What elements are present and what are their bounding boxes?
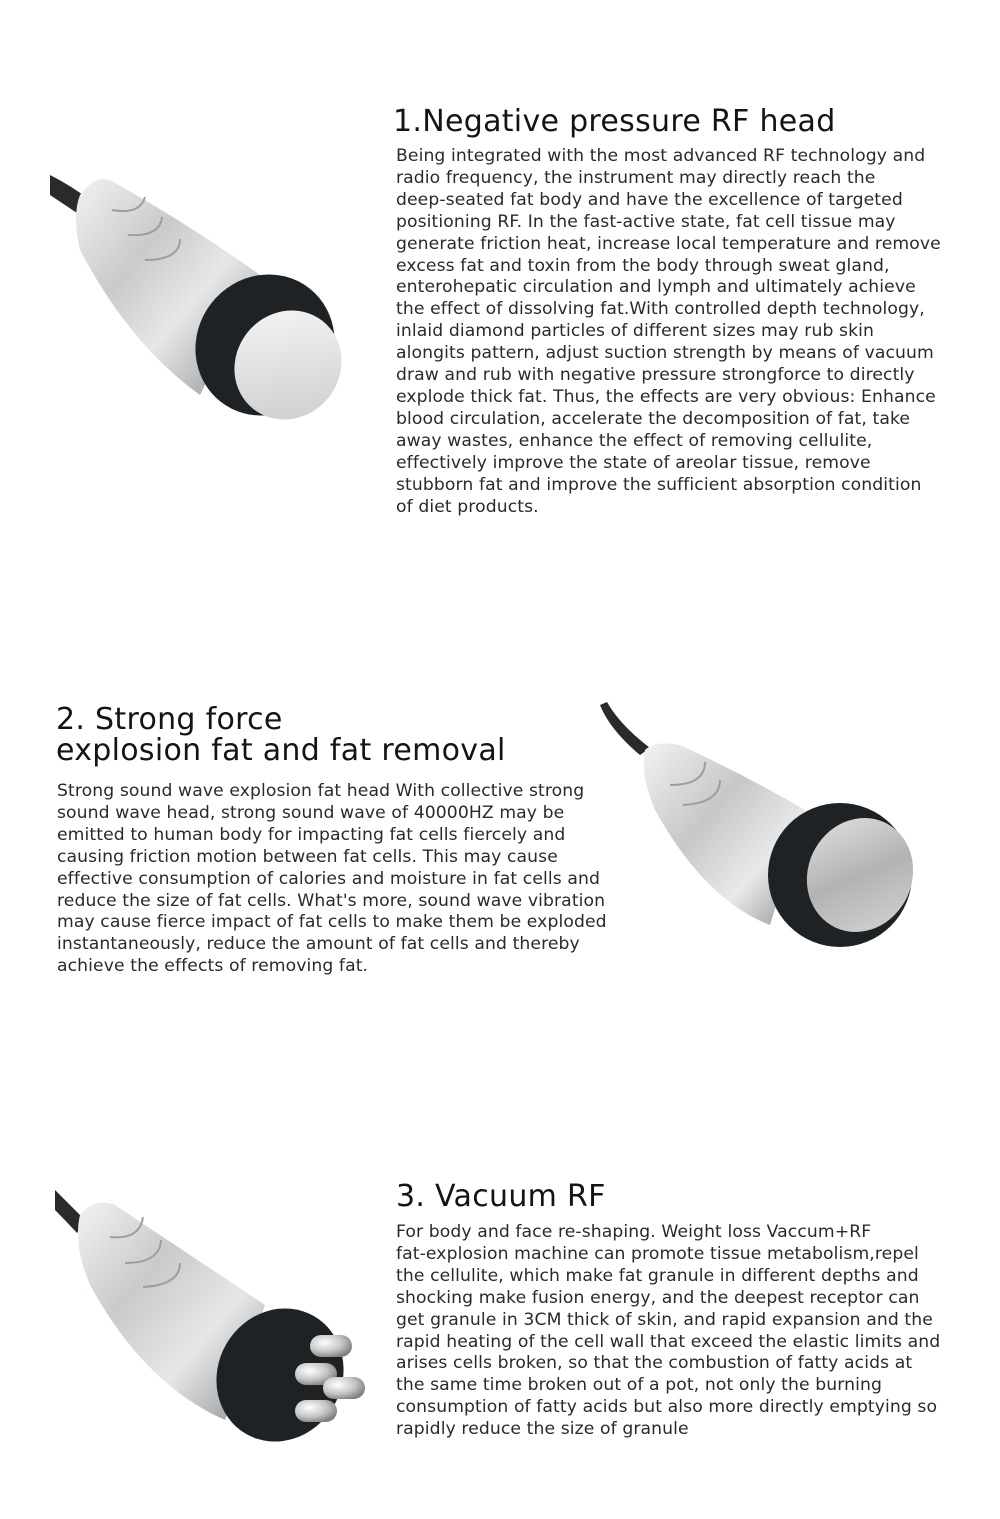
- section-vacuum-rf: [0, 1080, 1000, 1519]
- section-3-body: For body and face re-shaping. Weight loss Vaccum+RF fat-explosion machine can promote tissue metabolism,repel the cellulite, which make fat granule in different depths and shocking make fusion energy, and the deepest receptor can get granule in 3CM thick of skin, and rapid expansion and the rapid heating of the cell wall that exceed the elastic limits and arises cells broken, so that the combustion of fatty acids at the same time broken out of a pot, not only the burning consumption of fatty acids but also more directly emptying so rapidly reduce the size of granule: [396, 1222, 941, 1440]
- rf-head-product-image: [50, 155, 350, 435]
- cavitation-head-illustration: [595, 700, 925, 950]
- section-negative-pressure-rf: [0, 0, 1000, 560]
- cavitation-head-product-image: [595, 700, 925, 950]
- section-strong-force-explosion: [0, 560, 1000, 1080]
- vacuum-rf-head-product-image: [55, 1185, 375, 1455]
- section-1-body: Being integrated with the most advanced RF technology and radio frequency, the instrument may directly reach the deep-seated fat body and have the excellence of targeted positioning RF. In the fast-active state, fat cell tissue may generate friction heat, increase local temperature and remove excess fat and toxin from the body through sweat gland, enterohepatic circulation and lymph and ultimately achieve the effect of dissolving fat.With controlled depth technology, inlaid diamond particles of different sizes may rub skin alongits pattern, adjust suction strength by means of vacuum draw and rub with negative pressure strongforce to directly explode thick fat. Thus, the effects are very obvious: Enhance blood circulation, accelerate the decomposition of fat, take away wastes, enhance the effect of removing cellulite, effectively improve the state of areolar tissue, remove stubborn fat and improve the sufficient absorption condition of diet products.: [396, 146, 941, 517]
- section-2-body: Strong sound wave explosion fat head With collective strong sound wave head, strong sound wave of 40000HZ may be emitted to human body for impacting fat cells fiercely and causing friction motion between fat cells. This may cause effective consumption of calories and moisture in fat cells and reduce the size of fat cells. What's more, sound wave vibration may cause fierce impact of fat cells to make them be exploded instantaneously, reduce the amount of fat cells and thereby achieve the effects of removing fat.: [57, 781, 607, 977]
- section-2-title: 2. Strong force explosion fat and fat removal: [56, 702, 506, 768]
- rf-head-illustration: [50, 155, 350, 435]
- vacuum-rf-head-illustration: [55, 1185, 375, 1455]
- section-1-title: 1.Negative pressure RF head: [393, 104, 836, 139]
- section-3-title: 3. Vacuum RF: [396, 1179, 606, 1214]
